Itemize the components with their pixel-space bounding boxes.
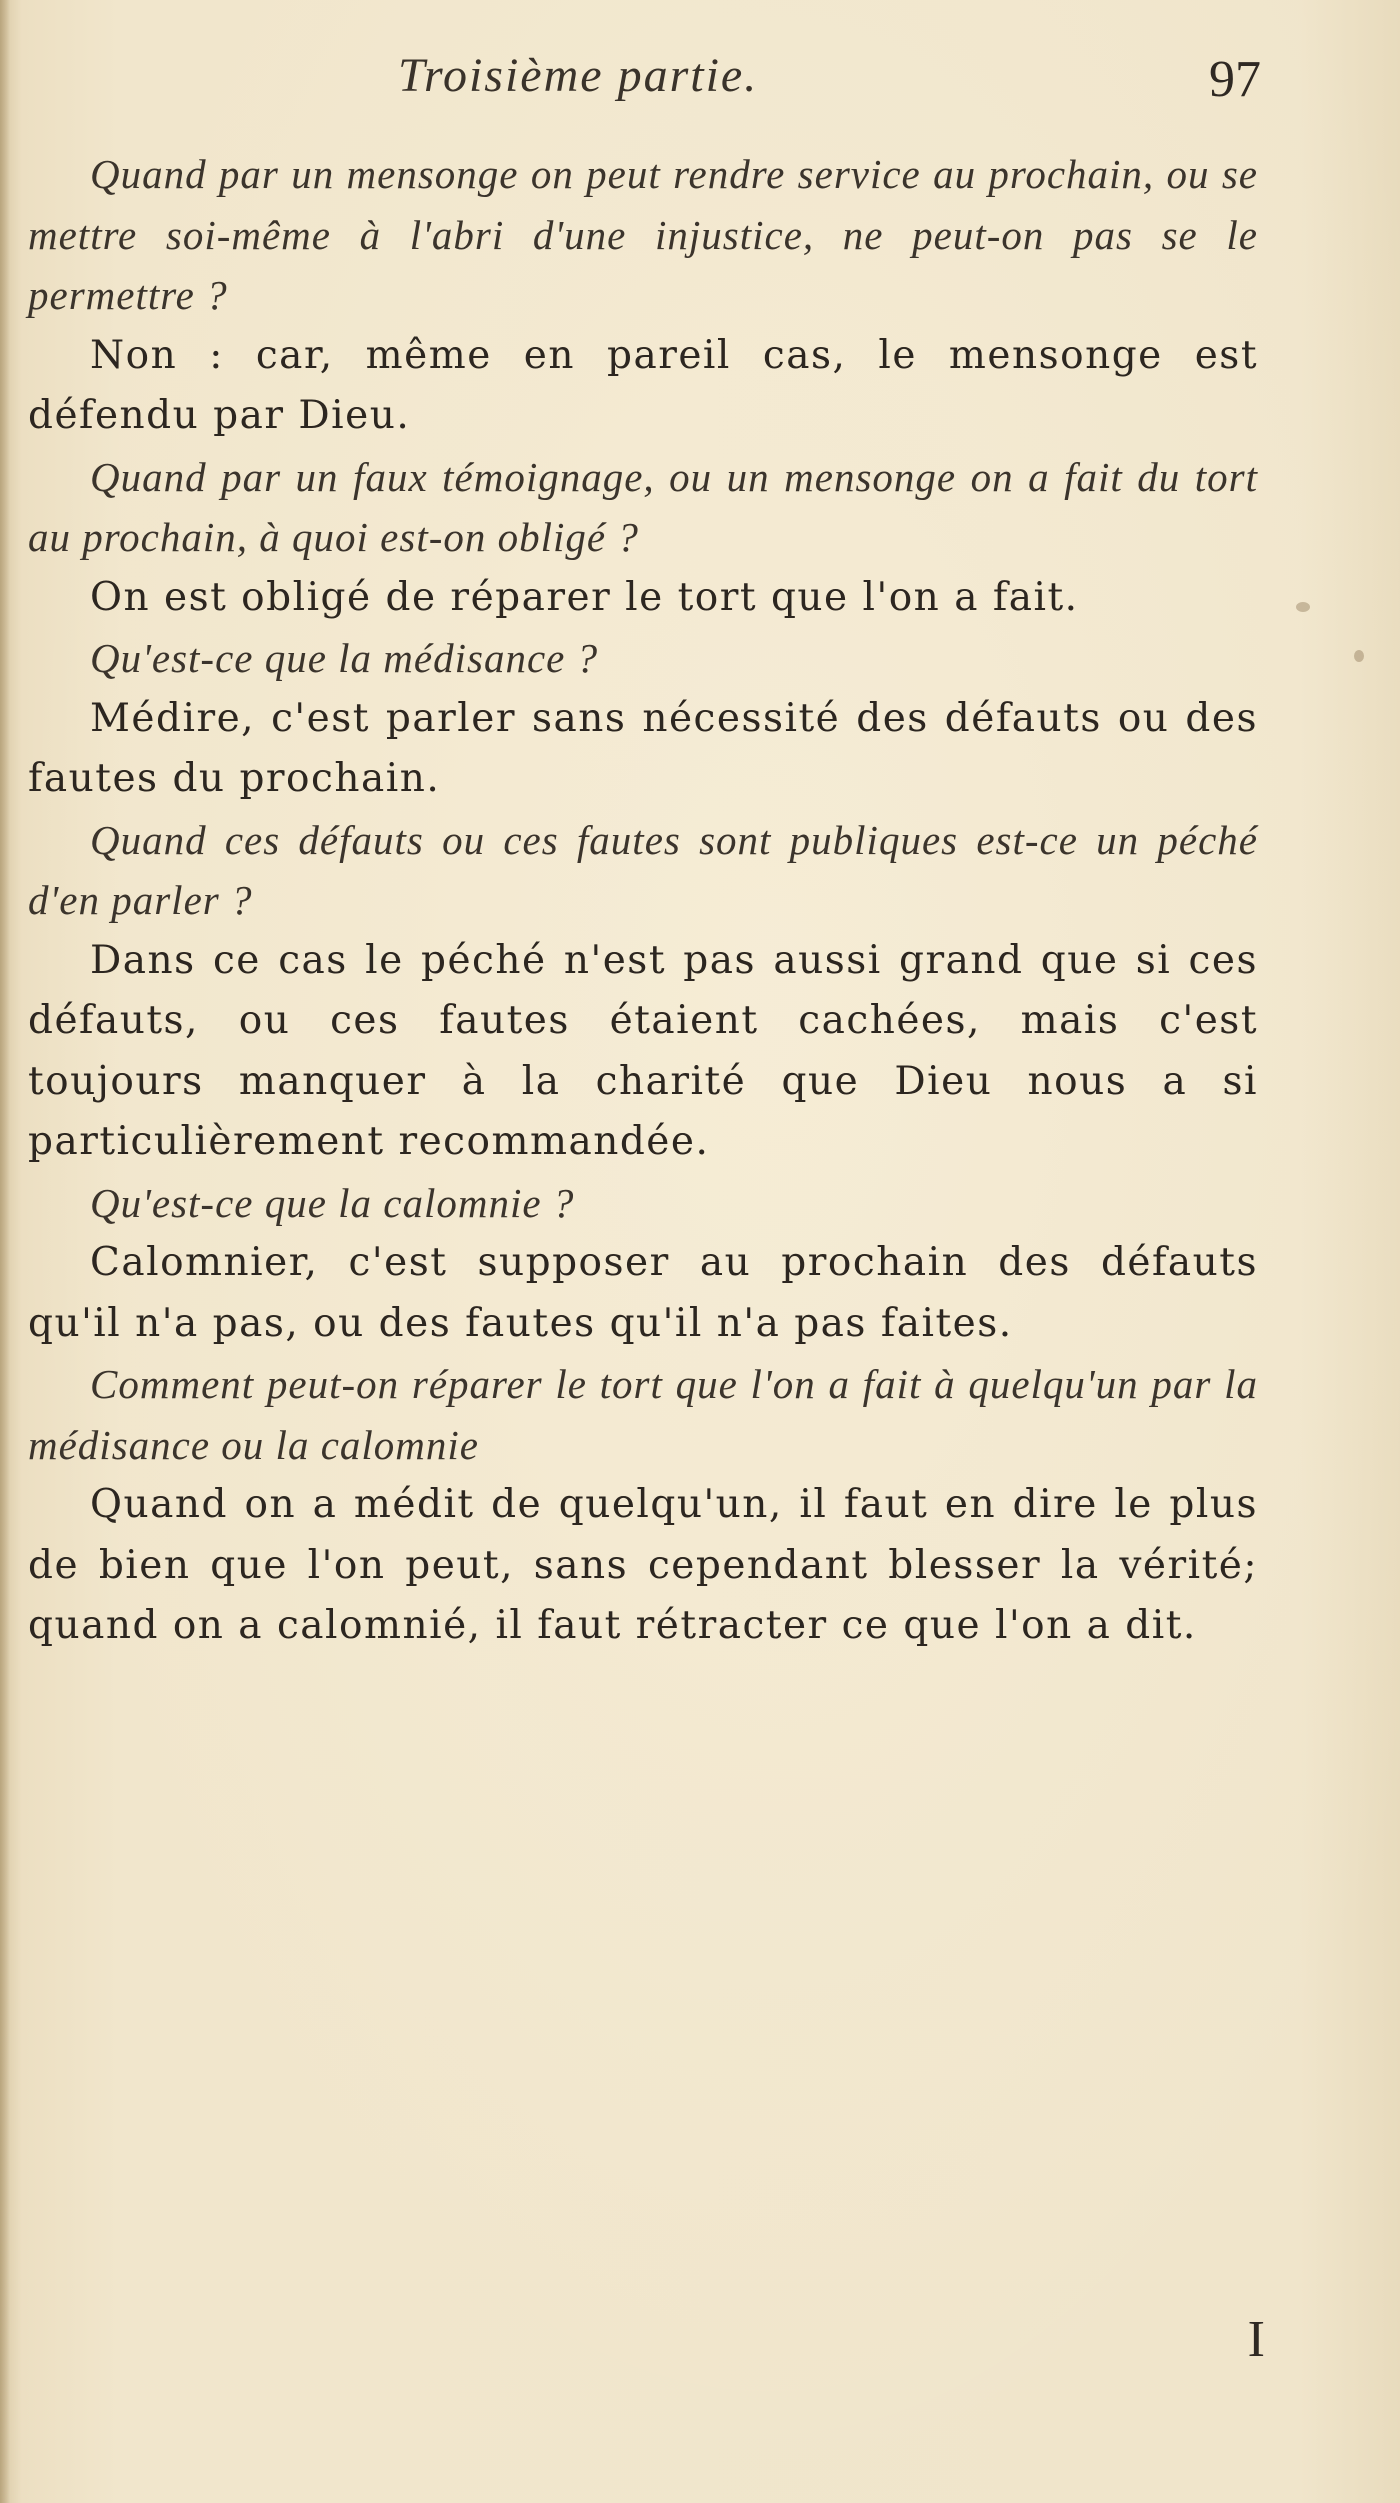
question-paragraph: Quand par un mensonge on peut rendre service au prochain, ou se mettre soi-même à l'abri d'une injustice, ne peut-on pas se le permettre ? [28,151,1258,318]
page-text-block [28,48,1261,1657]
question-paragraph: Qu'est-ce que la calomnie ? [90,1179,575,1226]
paper-foxing-spot [1296,602,1310,612]
answer-paragraph: Dans ce cas le péché n'est pas aussi grand que si ces défauts, ou ces fautes étaient cachées, mais c'est toujours manquer à la charité que Dieu nous a si particulièrement recommandée. [28,937,1258,1164]
page-spine-shadow [0,0,10,2503]
page-header [28,48,1261,144]
question-paragraph: Quand ces défauts ou ces fautes sont publiques est-ce un péché d'en parler ? [28,816,1258,923]
answer-paragraph: Quand on a médit de quelqu'un, il faut en dire le plus de bien que l'on peut, sans cependant blesser la vérité; quand on a calomnié, il faut rétracter ce que l'on a dit. [28,1482,1258,1648]
paper-foxing-spot [1354,650,1364,662]
answer-paragraph: Non : car, même en pareil cas, le mensonge est défendu par Dieu. [28,332,1258,438]
question-paragraph: Qu'est-ce que la médisance ? [90,635,599,681]
running-title: Troisième partie. [398,49,759,102]
question-paragraph: Quand par un faux témoignage, ou un mensonge on a fait du tort au prochain, à quoi est-on obligé ? [28,453,1258,560]
answer-paragraph: On est obligé de réparer le tort que l'on a fait. [90,574,1079,620]
page-number: 97 [1209,51,1261,108]
catchword: I [1247,2311,1265,2368]
question-paragraph: Comment peut-on réparer le tort que l'on a fait à quelqu'un par la médisance ou la calomnie [28,1361,1258,1468]
answer-paragraph: Médire, c'est parler sans nécessité des défauts ou des fautes du prochain. [28,695,1258,801]
answer-paragraph: Calomnier, c'est supposer au prochain des défauts qu'il n'a pas, ou des fautes qu'il n'a pas faites. [28,1240,1258,1346]
